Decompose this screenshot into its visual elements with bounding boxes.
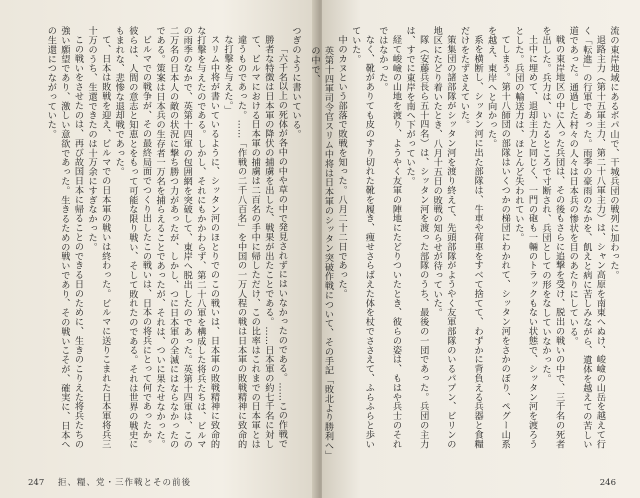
paragraph: この戦いをさせたのは、再び故国日本に帰ることのできる日のために、生きのこりえた将兵たちの強い願望であり、激しい意欲であった。生きるための戦いであり、その戦いこそが、確実に、日本への生還につながっていた。: [45, 26, 84, 449]
paragraph: て、日本は敗戦を迎え、ビルマでの日本軍の戦いは終わった。ビルマに送りこまれた日本軍将兵三十万のうち、生還できたのは十万余にすぎなかった。: [86, 26, 111, 449]
paragraph: 戦の東岸地区の中に入った兵団は、その後もさらに追撃を受け、脱出の戦いの中で、三千名の死者を出した。兵力は、いたるところで寸断され、兵団としての形をなしていなかった。: [540, 26, 565, 449]
page-number: 246: [599, 478, 616, 488]
paragraph: スリム中将が書いているように、シッタン河のほとりでのこの戦いは、日本軍の敗戦精神に致命的な打撃を与えたのである。しかし、それにもかかわらず、第二十八軍を構成した将兵たちは、ビルマの雨季のなかで、英第十四軍の包囲網を突破して、東岸へ脱出したのであった。英第十四軍は、この二万名の日本人の敵の状況に撃ち勝つ力があったが、しかし、つに日本軍の全滅にはならなかったのである。策案は日本兵の生存者一万名を捕らえることであったが、それは、ついに果たせなかった。: [154, 26, 220, 449]
right-page: [308, 0, 640, 498]
running-header: 拒、糧、党・三作戦とその前後: [58, 478, 192, 488]
left-page: [0, 0, 318, 498]
paragraph: 策集団の諸部隊がシッタン河を渡り終えて、先頭部隊がようやく友軍部隊のいるパプン、ビリンの地区にたどり着いたとき、八月十五日の敗戦の知らせが待っていた。: [431, 26, 456, 449]
right-page-text: [308, 26, 620, 456]
paragraph: 中のカヌという部落で敗戦を知った。八月二十二日であった。: [336, 35, 348, 299]
paragraph: 系を横断し、シッタン河に出た部隊は、牛車や荷車をすべて捨てて、わずかに背負える兵器と食糧だけをたずさえていた。: [458, 26, 484, 449]
section-lead: 英第十四軍司令官スリム中将は日本軍のシッタン突破作戦について、その手記「敗北より勝利へ」の中で、: [308, 46, 334, 456]
paragraph: 経て峻嶮の山地を渡り、ようやく友軍の陣地にたどりついたとき、彼らの姿は、もはや兵士のそれではなかった。: [376, 26, 402, 449]
paragraph: つぎのように書いている。: [290, 26, 301, 139]
paragraph: なく、靴がありても皮のすり切れた靴を履き、痩せさらばえた体を杖でささえて、ふらふらと歩いていた。: [349, 26, 375, 449]
page-number: 247: [28, 478, 45, 488]
paragraph: 退路主力（第十五軍主力、第二十八軍主力）は、シャン高原を南東へぬけ、峻嶮の山岳を越えて行く「転進」の行軍であった。雨季の豪雨のなかを、飢えと病に苦しみながら、遺体を越えての苦しい道であった。通過した村々の人々は日本兵の惨状を目のあたりにしている。: [567, 26, 606, 449]
paragraph: 土中に埋めて、退却主力と同じく、一門の砲も一輛のトラックもない状態で、シッタン河を渡ろうとした。兵団の輸送力は、ほとんど失われていた。: [512, 26, 538, 449]
paragraph: 隊（安藤兵長ら五十四名）は、シッタン河を渡った部隊のうち、最後の一団であった。兵団の主力は、すでに東岸を南へ下がっていた。: [404, 26, 429, 449]
paragraph: 流の東岸地域にあるボパ山で、干城兵団の戦列に加わった。: [608, 26, 619, 280]
paragraph: ビルマでの戦争が、その最終局面でつくり出したこの戦いは、日本の将兵にとって何であったか。彼らは、人間の意志と知恵とをもって可能な限り戦い、そして敗れたのである。それは世界の戦史にもまれな、悲惨な退却戦であった。: [113, 26, 152, 449]
left-page-text: [40, 26, 302, 456]
paragraph: てしまう。第十八師団の部隊はいくつかの梯団にわかれて、シッタン河をさかのぼり、ペグー山系を越え、東岸へと向かった。: [485, 26, 511, 449]
quoted-passage: 「六千名以上の死体が各中の中や草の中で発見されずにはいなかったのである。……この作戦で勝者な特徴は日本軍の降伏の捕虜を出した、戦果が出たことである。……日本軍の約七千名に対して、ビルマにおける日本軍の捕虜は二百名の手中に帰しただけ、この比率はこれまでの日本軍とは違うものであった。……「作戦の二千八百名」を中国の一万人程の戦は日本軍の敗戦精神に致命的な打撃を与えた。」: [222, 35, 288, 449]
